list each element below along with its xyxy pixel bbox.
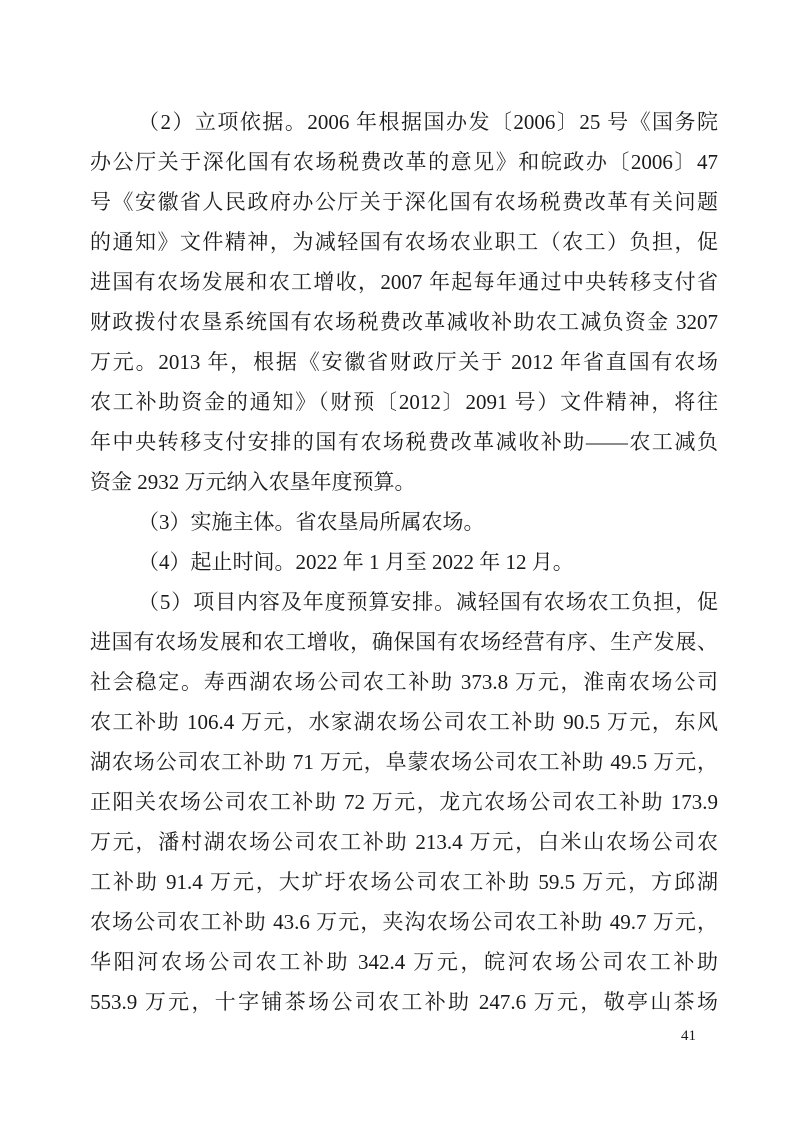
text-line: 农场公司农工补助 43.6 万元，夹沟农场公司农工补助 49.7 万元， <box>90 910 718 934</box>
text-line: 社会稳定。寿西湖农场公司农工补助 373.8 万元，淮南农场公司 <box>90 670 718 694</box>
text-line: 万元。2013 年，根据《安徽省财政厅关于 2012 年省直国有农场 <box>90 350 718 374</box>
text-line: 年中央转移支付安排的国有农场税费改革减收补助——农工减负 <box>90 430 718 454</box>
text-line: 万元，潘村湖农场公司农工补助 213.4 万元，白米山农场公司农 <box>90 830 718 854</box>
text-line: 号《安徽省人民政府办公厅关于深化国有农场税费改革有关问题 <box>90 190 718 214</box>
text-line: 工补助 91.4 万元，大圹圩农场公司农工补助 59.5 万元，方邱湖 <box>90 870 718 894</box>
text-line: 湖农场公司农工补助 71 万元，阜蒙农场公司农工补助 49.5 万元， <box>90 750 718 774</box>
text-line: 553.9 万元，十字铺茶场公司农工补助 247.6 万元，敬亭山茶场 <box>90 990 718 1014</box>
paragraph-item-4 <box>90 542 718 582</box>
text-line: （5）项目内容及年度预算安排。减轻国有农场农工负担，促 <box>138 590 718 614</box>
text-line: 进国有农场发展和农工增收，确保国有农场经营有序、生产发展、 <box>90 630 718 654</box>
text-line: 的通知》文件精神，为减轻国有农场农业职工（农工）负担，促 <box>90 230 718 254</box>
paragraph-item-5 <box>90 582 718 1022</box>
text-line: 财政拨付农垦系统国有农场税费改革减收补助农工减负资金 3207 <box>90 310 718 334</box>
text-line: 办公厅关于深化国有农场税费改革的意见》和皖政办〔2006〕47 <box>90 150 718 174</box>
text-line: 资金 2932 万元纳入农垦年度预算。 <box>90 470 416 494</box>
text-line: 农工补助 106.4 万元，水家湖农场公司农工补助 90.5 万元，东风 <box>90 710 718 734</box>
text-line: 进国有农场发展和农工增收，2007 年起每年通过中央转移支付省 <box>90 270 718 294</box>
text-line: 华阳河农场公司农工补助 342.4 万元，皖河农场公司农工补助 <box>90 950 718 974</box>
text-line: 正阳关农场公司农工补助 72 万元，龙亢农场公司农工补助 173.9 <box>90 790 718 814</box>
text-line: （4）起止时间。2022 年 1 月至 2022 年 12 月。 <box>138 550 574 574</box>
paragraph-item-3 <box>90 502 718 542</box>
text-line: （3）实施主体。省农垦局所属农场。 <box>138 510 485 534</box>
paragraph-item-2 <box>90 102 718 502</box>
document-body <box>90 102 718 1022</box>
page-number: 41 <box>681 1028 696 1044</box>
text-line: 农工补助资金的通知》（财预〔2012〕2091 号）文件精神，将往 <box>90 390 718 414</box>
text-line: （2）立项依据。2006 年根据国办发〔2006〕25 号《国务院 <box>138 110 718 134</box>
